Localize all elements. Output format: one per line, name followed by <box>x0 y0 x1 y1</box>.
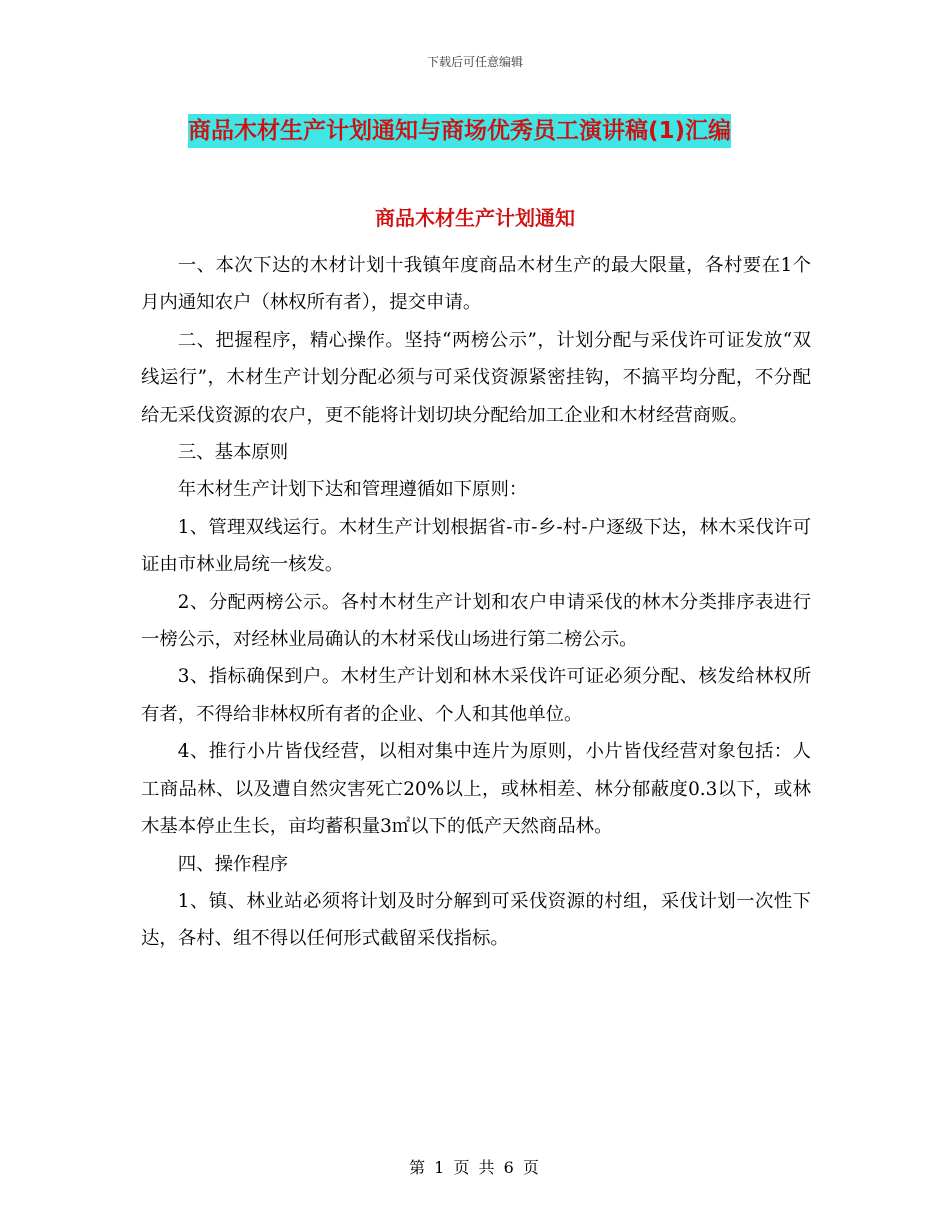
paragraph: 一、本次下达的木材计划十我镇年度商品木材生产的最大限量，各村要在1个月内通知农户（林权所有者），提交申请。 <box>141 255 811 314</box>
page-number-footer: 第 1 页 共 6 页 <box>409 1158 541 1177</box>
paragraph: 2、分配两榜公示。各村木材生产计划和农户申请采伐的林木分类排序表进行一榜公示，对经林业局确认的木材采伐山场进行第二榜公示。 <box>141 591 811 651</box>
document-title-container <box>188 114 808 148</box>
header-note: 下载后可任意编辑 <box>426 55 523 69</box>
paragraph: 四、操作程序 <box>177 853 289 875</box>
paragraph: 1、镇、林业站必须将计划及时分解到可采伐资源的村组，采伐计划一次性下达，各村、组不得以任何形式截留采伐指标。 <box>141 890 811 950</box>
paragraph: 三、基本原则 <box>177 442 289 464</box>
paragraph: 1、管理双线运行。木材生产计划根据省-市-乡-村-户逐级下达，林木采伐许可证由市林业局统一核发。 <box>141 516 811 576</box>
paragraph: 年木材生产计划下达和管理遵循如下原则： <box>177 479 528 501</box>
section-title: 商品木材生产计划通知 <box>375 206 575 230</box>
paragraph: 3、指标确保到户。木材生产计划和林木采伐许可证必须分配、核发给林权所有者，不得给非林权所有者的企业、个人和其他单位。 <box>141 666 811 725</box>
document-body <box>141 247 811 958</box>
paragraph: 4、推行小片皆伐经营，以相对集中连片为原则，小片皆伐经营对象包括：人工商品林、以及遭自然灾害死亡20%以上，或林相差、林分郁蔽度0.3以下，或林木基本停止生长，亩均蓄积量3㎡以下的低产天然商品林。 <box>141 741 811 838</box>
paragraph: 二、把握程序，精心操作。坚持“两榜公示”，计划分配与采伐许可证发放“双线运行”，木材生产计划分配必须与可采伐资源紧密挂钩，不搞平均分配，不分配给无采伐资源的农户，更不能将计划切块分配给加工企业和木材经营商贩。 <box>141 329 811 426</box>
document-title: 商品木材生产计划通知与商场优秀员工演讲稿(1)汇编 <box>188 114 731 148</box>
